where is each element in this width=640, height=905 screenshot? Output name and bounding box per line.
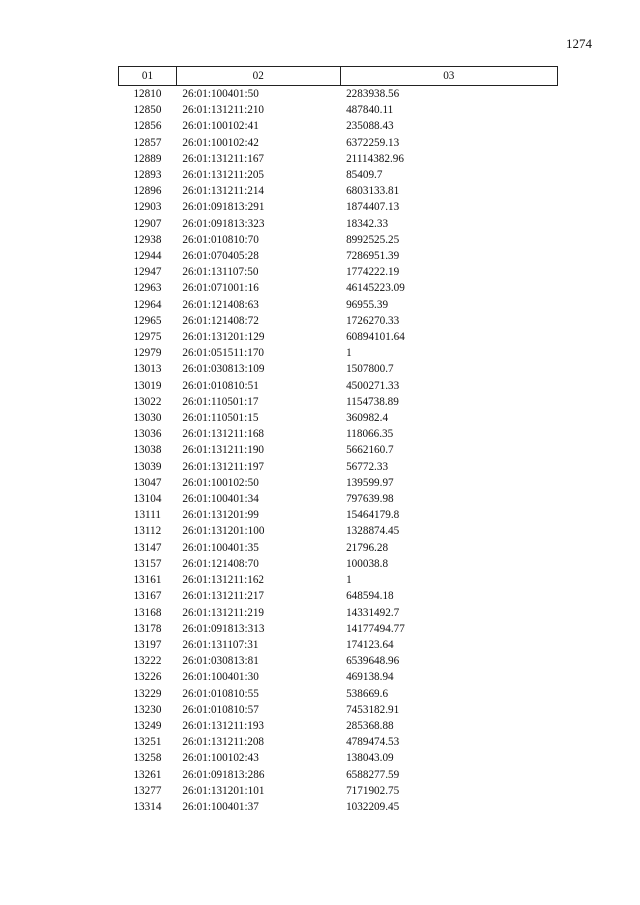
row-number-cell: 13226 — [133, 671, 162, 684]
row-number-cell: 13229 — [133, 687, 162, 700]
table-row — [119, 507, 558, 523]
cadastral-number-cell: 26:01:131211:162 — [182, 574, 265, 587]
cadastral-number-cell: 26:01:131107:31 — [182, 638, 259, 651]
header-cell-03: 03 — [340, 67, 557, 86]
row-number-cell: 13161 — [133, 574, 162, 587]
table-row — [119, 637, 558, 653]
value-cell: 235088.43 — [346, 120, 394, 133]
row-number-cell: 13147 — [133, 541, 162, 554]
table-row — [119, 621, 558, 637]
row-number-cell: 13019 — [133, 379, 162, 392]
row-number-cell: 12896 — [133, 185, 162, 198]
value-cell: 4500271.33 — [346, 379, 400, 392]
page-number: 1274 — [566, 36, 592, 51]
value-cell: 538669.6 — [346, 687, 389, 700]
cadastral-number-cell: 26:01:110501:17 — [182, 395, 259, 408]
row-number-cell: 13039 — [133, 460, 162, 473]
table-row — [119, 588, 558, 604]
table-row — [119, 734, 558, 750]
row-number-cell: 12850 — [133, 104, 162, 117]
cadastral-number-cell: 26:01:100401:50 — [182, 88, 259, 100]
value-cell: 648594.18 — [346, 590, 394, 603]
table-row — [119, 750, 558, 766]
value-cell: 21114382.96 — [346, 152, 404, 165]
table-row — [119, 718, 558, 734]
table-row — [119, 410, 558, 426]
cadastral-number-cell: 26:01:100102:50 — [182, 476, 259, 489]
row-number-cell: 12889 — [133, 152, 162, 165]
cadastral-number-cell: 26:01:131201:100 — [182, 525, 265, 538]
cadastral-number-cell: 26:01:110501:15 — [182, 412, 259, 425]
value-cell: 285368.88 — [346, 719, 394, 732]
table-row — [119, 767, 558, 783]
cadastral-number-cell: 26:01:131201:129 — [182, 331, 265, 344]
row-number-cell: 13258 — [133, 752, 162, 765]
value-cell: 469138.94 — [346, 671, 394, 684]
row-number-cell: 13047 — [133, 476, 162, 489]
cadastral-number-cell: 26:01:091813:286 — [182, 768, 265, 781]
cadastral-number-cell: 26:01:010810:70 — [182, 233, 259, 246]
cadastral-number-cell: 26:01:030813:109 — [182, 363, 265, 376]
row-number-cell: 12856 — [133, 120, 162, 133]
value-cell: 96955.39 — [346, 298, 389, 311]
row-number-cell: 13038 — [133, 444, 162, 457]
table-row — [119, 394, 558, 410]
cadastral-number-cell: 26:01:070405:28 — [182, 250, 259, 263]
row-number-cell: 12938 — [133, 233, 162, 246]
row-number-cell: 13261 — [133, 768, 162, 781]
cadastral-number-cell: 26:01:131211:190 — [182, 444, 265, 457]
table-row — [119, 264, 558, 280]
cadastral-number-cell: 26:01:100401:35 — [182, 541, 259, 554]
table-row — [119, 523, 558, 539]
cadastral-number-cell: 26:01:100102:43 — [182, 752, 259, 765]
row-number-cell: 13157 — [133, 557, 162, 570]
row-number-cell: 13013 — [133, 363, 162, 376]
header-cell-02: 02 — [176, 67, 340, 86]
table-row — [119, 702, 558, 718]
value-cell: 14331492.7 — [346, 606, 400, 619]
value-cell: 1 — [346, 574, 352, 587]
row-number-cell: 13277 — [133, 784, 162, 797]
cadastral-number-cell: 26:01:131211:208 — [182, 736, 265, 749]
table-row — [119, 167, 558, 183]
table-row — [119, 280, 558, 296]
table-row — [119, 86, 558, 103]
row-number-cell: 13036 — [133, 428, 162, 441]
cadastral-number-cell: 26:01:100102:42 — [182, 136, 259, 149]
row-number-cell: 13030 — [133, 412, 162, 425]
cadastral-number-cell: 26:01:051511:170 — [182, 347, 265, 360]
value-cell: 85409.7 — [346, 169, 383, 182]
table-row — [119, 605, 558, 621]
table-row — [119, 102, 558, 118]
table-row — [119, 378, 558, 394]
cadastral-number-cell: 26:01:121408:63 — [182, 298, 259, 311]
cadastral-number-cell: 26:01:071001:16 — [182, 282, 259, 295]
row-number-cell: 12947 — [133, 266, 162, 279]
value-cell: 15464179.8 — [346, 509, 400, 522]
table-row — [119, 151, 558, 167]
row-number-cell: 13197 — [133, 638, 162, 651]
cadastral-number-cell: 26:01:010810:51 — [182, 379, 259, 392]
row-number-cell: 13112 — [133, 525, 162, 538]
row-number-cell: 13249 — [133, 719, 162, 732]
row-number-cell: 13168 — [133, 606, 162, 619]
header-row — [119, 67, 558, 86]
row-number-cell: 13251 — [133, 736, 162, 749]
cadastral-number-cell: 26:01:131211:219 — [182, 606, 265, 619]
value-cell: 1726270.33 — [346, 314, 400, 327]
table-row — [119, 118, 558, 134]
table-header — [119, 67, 558, 86]
header-cell-01: 01 — [119, 67, 177, 86]
value-cell: 6803133.81 — [346, 185, 400, 198]
cadastral-number-cell: 26:01:131107:50 — [182, 266, 259, 279]
value-cell: 1032209.45 — [346, 800, 400, 813]
row-number-cell: 13314 — [133, 800, 162, 813]
value-cell: 46145223.09 — [346, 282, 405, 295]
value-cell: 2283938.56 — [346, 88, 400, 100]
value-cell: 7286951.39 — [346, 250, 400, 263]
cadastral-number-cell: 26:01:091813:323 — [182, 217, 265, 230]
table-row — [119, 442, 558, 458]
table-row — [119, 329, 558, 345]
cadastral-number-cell: 26:01:131201:99 — [182, 509, 259, 522]
table-row — [119, 216, 558, 232]
row-number-cell: 12963 — [133, 282, 162, 295]
table-row — [119, 653, 558, 669]
table-row — [119, 799, 558, 815]
table-body — [119, 86, 558, 816]
data-table — [118, 66, 558, 815]
cadastral-number-cell: 26:01:131211:197 — [182, 460, 265, 473]
value-cell: 1874407.13 — [346, 201, 400, 214]
value-cell: 7171902.75 — [346, 784, 400, 797]
value-cell: 1507800.7 — [346, 363, 394, 376]
cadastral-number-cell: 26:01:100401:30 — [182, 671, 259, 684]
cadastral-number-cell: 26:01:131211:167 — [182, 152, 265, 165]
value-cell: 100038.8 — [346, 557, 389, 570]
value-cell: 797639.98 — [346, 493, 394, 506]
row-number-cell: 12907 — [133, 217, 162, 230]
table-row — [119, 183, 558, 199]
table-row — [119, 361, 558, 377]
table-row — [119, 686, 558, 702]
table-row — [119, 345, 558, 361]
value-cell: 21796.28 — [346, 541, 389, 554]
row-number-cell: 13111 — [133, 509, 161, 522]
table-row — [119, 459, 558, 475]
table-row — [119, 669, 558, 685]
row-number-cell: 13022 — [133, 395, 162, 408]
table-row — [119, 572, 558, 588]
table-row — [119, 491, 558, 507]
cadastral-number-cell: 26:01:100401:37 — [182, 800, 259, 813]
row-number-cell: 12903 — [133, 201, 162, 214]
value-cell: 174123.64 — [346, 638, 394, 651]
value-cell: 60894101.64 — [346, 331, 405, 344]
table-row — [119, 232, 558, 248]
table-row — [119, 556, 558, 572]
value-cell: 360982.4 — [346, 412, 389, 425]
cadastral-number-cell: 26:01:030813:81 — [182, 655, 259, 668]
table-row — [119, 426, 558, 442]
value-cell: 7453182.91 — [346, 703, 400, 716]
cadastral-number-cell: 26:01:131211:217 — [182, 590, 265, 603]
table-row — [119, 540, 558, 556]
table-row — [119, 248, 558, 264]
value-cell: 1 — [346, 347, 352, 360]
cadastral-number-cell: 26:01:010810:55 — [182, 687, 259, 700]
row-number-cell: 12975 — [133, 331, 162, 344]
cadastral-number-cell: 26:01:131201:101 — [182, 784, 265, 797]
row-number-cell: 12944 — [133, 250, 162, 263]
value-cell: 118066.35 — [346, 428, 394, 441]
value-cell: 18342.33 — [346, 217, 389, 230]
table-row — [119, 475, 558, 491]
row-number-cell: 12810 — [133, 88, 162, 100]
cadastral-number-cell: 26:01:131211:214 — [182, 185, 265, 198]
cadastral-number-cell: 26:01:131211:205 — [182, 169, 265, 182]
cadastral-number-cell: 26:01:091813:313 — [182, 622, 265, 635]
value-cell: 56772.33 — [346, 460, 389, 473]
value-cell: 14177494.77 — [346, 622, 405, 635]
row-number-cell: 12964 — [133, 298, 162, 311]
row-number-cell: 12893 — [133, 169, 162, 182]
row-number-cell: 13104 — [133, 493, 162, 506]
value-cell: 8992525.25 — [346, 233, 400, 246]
table-row — [119, 297, 558, 313]
cadastral-number-cell: 26:01:131211:210 — [182, 104, 265, 117]
value-cell: 1154738.89 — [346, 395, 399, 408]
value-cell: 139599.97 — [346, 476, 394, 489]
table-row — [119, 783, 558, 799]
cadastral-number-cell: 26:01:131211:168 — [182, 428, 265, 441]
value-cell: 1774222.19 — [346, 266, 400, 279]
row-number-cell: 12979 — [133, 347, 162, 360]
cadastral-number-cell: 26:01:131211:193 — [182, 719, 265, 732]
table-row — [119, 135, 558, 151]
row-number-cell: 13222 — [133, 655, 162, 668]
cadastral-number-cell: 26:01:010810:57 — [182, 703, 259, 716]
value-cell: 138043.09 — [346, 752, 394, 765]
cadastral-number-cell: 26:01:121408:70 — [182, 557, 259, 570]
value-cell: 4789474.53 — [346, 736, 400, 749]
row-number-cell: 13230 — [133, 703, 162, 716]
value-cell: 6539648.96 — [346, 655, 400, 668]
value-cell: 487840.11 — [346, 104, 394, 117]
value-cell: 5662160.7 — [346, 444, 394, 457]
cadastral-number-cell: 26:01:100102:41 — [182, 120, 259, 133]
cadastral-number-cell: 26:01:100401:34 — [182, 493, 259, 506]
row-number-cell: 13167 — [133, 590, 162, 603]
row-number-cell: 12965 — [133, 314, 162, 327]
value-cell: 6372259.13 — [346, 136, 400, 149]
value-cell: 6588277.59 — [346, 768, 400, 781]
cadastral-number-cell: 26:01:091813:291 — [182, 201, 265, 214]
row-number-cell: 12857 — [133, 136, 162, 149]
cadastral-number-cell: 26:01:121408:72 — [182, 314, 259, 327]
table-row — [119, 199, 558, 215]
table-row — [119, 313, 558, 329]
value-cell: 1328874.45 — [346, 525, 400, 538]
row-number-cell: 13178 — [133, 622, 162, 635]
